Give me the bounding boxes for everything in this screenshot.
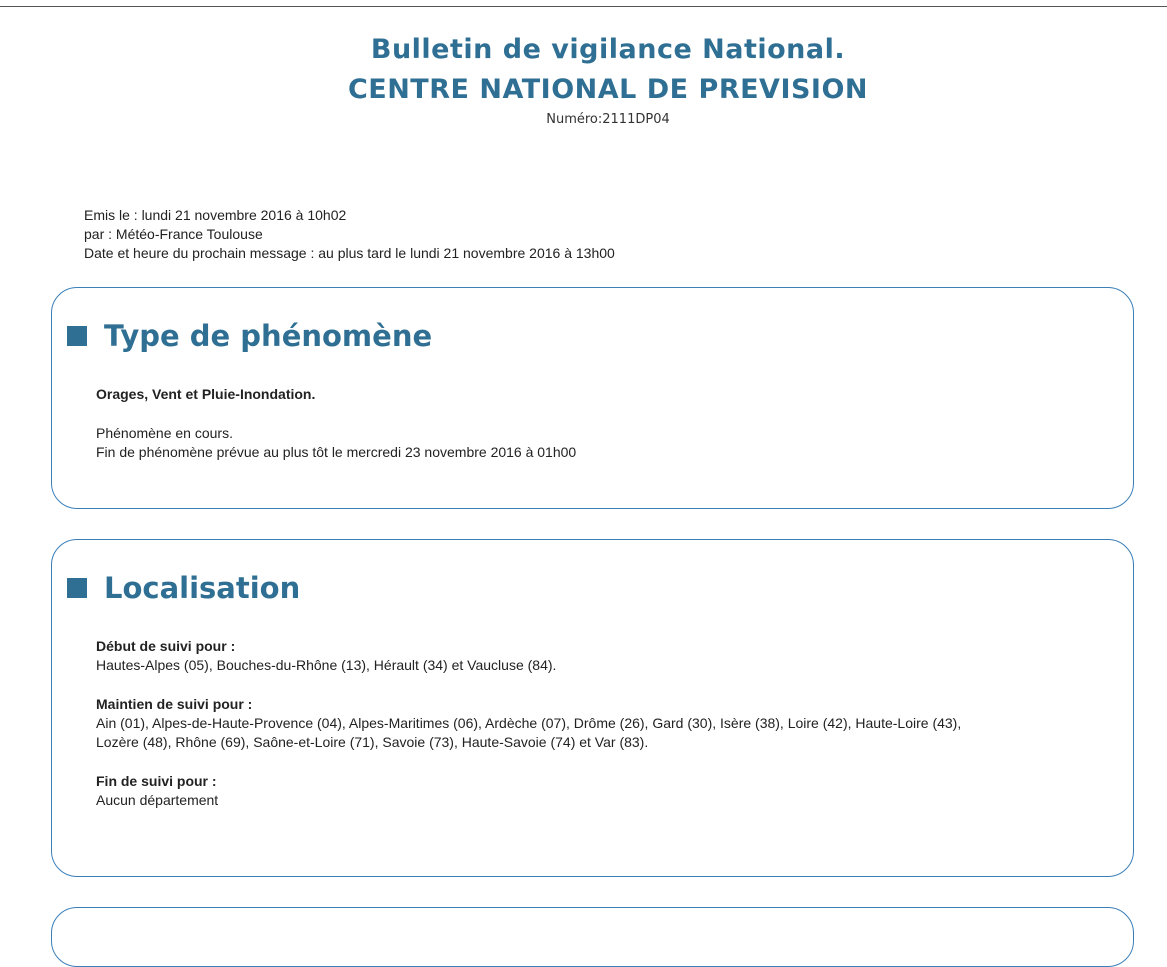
maintien-value-line2: Lozère (48), Rhône (69), Saône-et-Loire (71), Savoie (73), Haute-Savoie (74) et Var (83). — [96, 734, 649, 750]
fin-value: Aucun département — [96, 792, 219, 808]
fin-label: Fin de suivi pour : — [96, 773, 217, 789]
phenomenon-end: Fin de phénomène prévue au plus tôt le mercredi 23 novembre 2016 à 01h00 — [96, 444, 577, 460]
debut-value: Hautes-Alpes (05), Bouches-du-Rhône (13), Hérault (34) et Vaucluse (84). — [96, 657, 557, 673]
next-message-date: Date et heure du prochain message : au plus tard le lundi 21 novembre 2016 à 13h00 — [84, 245, 615, 261]
square-icon — [67, 578, 87, 598]
localisation-body — [96, 637, 1106, 810]
emission-author: par : Météo-France Toulouse — [84, 226, 263, 242]
debut-label: Début de suivi pour : — [96, 638, 236, 654]
emission-date: Emis le : lundi 21 novembre 2016 à 10h02 — [84, 207, 347, 223]
localisation-title: Localisation — [104, 571, 301, 605]
phenomenon-section — [51, 287, 1134, 509]
top-divider — [0, 6, 1167, 7]
phenomenon-title: Type de phénomène — [104, 319, 433, 353]
emission-info — [84, 206, 615, 263]
bulletin-header — [0, 30, 1167, 127]
phenomenon-heading — [67, 318, 432, 354]
maintien-label: Maintien de suivi pour : — [96, 696, 253, 712]
bulletin-center-name: CENTRE NATIONAL DE PREVISION — [347, 74, 869, 105]
bulletin-title: Bulletin de vigilance National. — [370, 34, 846, 65]
phenomenon-types: Orages, Vent et Pluie-Inondation. — [96, 386, 316, 402]
square-icon — [67, 326, 87, 346]
phenomenon-status: Phénomène en cours. — [96, 425, 233, 441]
maintien-value-line1: Ain (01), Alpes-de-Haute-Provence (04), Alpes-Maritimes (06), Ardèche (07), Drôme (26), Gard (30), Isère (38), Loire (42), Haute-Loire (43), — [96, 715, 962, 731]
phenomenon-body — [96, 385, 1106, 462]
next-section-card — [51, 907, 1134, 967]
bulletin-number: Numéro:2111DP04 — [546, 112, 670, 127]
localisation-section — [51, 539, 1134, 877]
localisation-heading — [67, 570, 300, 606]
